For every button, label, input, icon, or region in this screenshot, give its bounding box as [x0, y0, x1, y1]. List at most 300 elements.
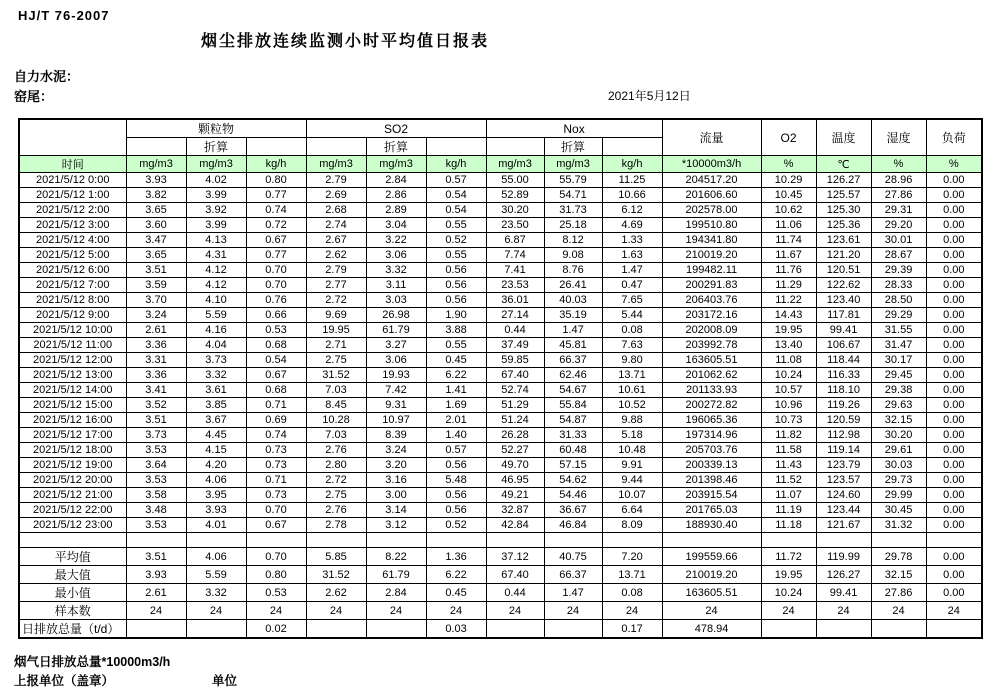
cell: 3.88	[426, 323, 486, 338]
cell: 3.14	[366, 503, 426, 518]
cell: 31.52	[306, 368, 366, 383]
cell: 0.55	[426, 338, 486, 353]
cell: 24	[816, 602, 871, 620]
cell	[871, 533, 926, 548]
cell: 11.07	[761, 488, 816, 503]
cell: 61.79	[366, 323, 426, 338]
cell: 24	[662, 602, 761, 620]
cell: 202578.00	[662, 203, 761, 218]
cell	[926, 620, 982, 639]
cell: 1.63	[602, 248, 662, 263]
cell: 126.27	[816, 173, 871, 188]
cell: 205703.76	[662, 443, 761, 458]
cell: 62.46	[544, 368, 602, 383]
cell: 2.72	[306, 293, 366, 308]
cell: 210019.20	[662, 248, 761, 263]
cell	[816, 620, 871, 639]
cell: 26.41	[544, 278, 602, 293]
cell: 0.02	[246, 620, 306, 639]
cell: 123.61	[816, 233, 871, 248]
cell: 49.21	[486, 488, 544, 503]
cell: 0.54	[426, 203, 486, 218]
cell: 9.31	[366, 398, 426, 413]
temp-header: 温度	[816, 119, 871, 156]
cell: 3.32	[186, 584, 246, 602]
cell: 28.96	[871, 173, 926, 188]
table-row	[19, 413, 982, 428]
cell: 10.24	[761, 368, 816, 383]
cell: 54.71	[544, 188, 602, 203]
cell: 204517.20	[662, 173, 761, 188]
cell: 0.00	[926, 488, 982, 503]
cell: 24	[761, 602, 816, 620]
cell: 13.40	[761, 338, 816, 353]
cell: 24	[426, 602, 486, 620]
cell: 29.61	[871, 443, 926, 458]
cell: 55.79	[544, 173, 602, 188]
cell: 31.32	[871, 518, 926, 533]
cell: 10.73	[761, 413, 816, 428]
table-row	[19, 308, 982, 323]
cell: 0.00	[926, 428, 982, 443]
header-group-row	[19, 119, 982, 138]
cell: 0.00	[926, 203, 982, 218]
footer-unit: 单位	[212, 674, 238, 688]
cell: 3.03	[366, 293, 426, 308]
cell: 27.14	[486, 308, 544, 323]
cell: 3.00	[366, 488, 426, 503]
cell: 31.52	[306, 566, 366, 584]
table-row	[19, 233, 982, 248]
cell: 31.33	[544, 428, 602, 443]
cell: 2.72	[306, 473, 366, 488]
cell: 29.20	[871, 218, 926, 233]
cell: 27.86	[871, 188, 926, 203]
cell: 8.45	[306, 398, 366, 413]
cell: 0.47	[602, 278, 662, 293]
row-label: 2021/5/12 1:00	[19, 188, 126, 203]
humidity-unit: %	[871, 156, 926, 173]
cell: 32.87	[486, 503, 544, 518]
cell: 2.68	[306, 203, 366, 218]
cell: 201765.03	[662, 503, 761, 518]
cell: 6.87	[486, 233, 544, 248]
company-name: 自力水泥：	[14, 69, 80, 84]
cell: 0.68	[246, 383, 306, 398]
cell: 30.03	[871, 458, 926, 473]
cell: 32.15	[871, 566, 926, 584]
cell: 0.00	[926, 173, 982, 188]
cell: 2.74	[306, 218, 366, 233]
cell	[426, 533, 486, 548]
cell: 201062.62	[662, 368, 761, 383]
cell	[306, 533, 366, 548]
table-row	[19, 458, 982, 473]
cell: 125.36	[816, 218, 871, 233]
cell: 0.00	[926, 188, 982, 203]
cell: 8.12	[544, 233, 602, 248]
unit-mg: mg/m3	[126, 156, 186, 173]
cell: 51.29	[486, 398, 544, 413]
cell: 4.10	[186, 293, 246, 308]
cell: 10.48	[602, 443, 662, 458]
cell: 119.26	[816, 398, 871, 413]
cell: 194341.80	[662, 233, 761, 248]
cell: 54.62	[544, 473, 602, 488]
cell: 2.79	[306, 263, 366, 278]
cell: 57.15	[544, 458, 602, 473]
table-row	[19, 473, 982, 488]
cell: 10.52	[602, 398, 662, 413]
report-table	[18, 118, 983, 639]
cell: 0.55	[426, 248, 486, 263]
cell: 2.84	[366, 584, 426, 602]
unit-kg: kg/h	[246, 156, 306, 173]
cell: 66.37	[544, 566, 602, 584]
cell: 4.12	[186, 278, 246, 293]
cell: 0.56	[426, 488, 486, 503]
cell: 52.89	[486, 188, 544, 203]
time-header-blank	[19, 119, 126, 156]
load-header: 负荷	[926, 119, 982, 156]
cell: 42.84	[486, 518, 544, 533]
cell: 11.06	[761, 218, 816, 233]
cell: 19.95	[761, 323, 816, 338]
cell: 3.92	[186, 203, 246, 218]
cell: 26.98	[366, 308, 426, 323]
cell: 0.52	[426, 518, 486, 533]
cell: 197314.96	[662, 428, 761, 443]
cell: 0.52	[426, 233, 486, 248]
row-label: 2021/5/12 23:00	[19, 518, 126, 533]
cell: 7.63	[602, 338, 662, 353]
cell: 3.64	[126, 458, 186, 473]
blank-cell	[126, 138, 186, 156]
row-label: 2021/5/12 19:00	[19, 458, 126, 473]
cell: 0.00	[926, 293, 982, 308]
cell: 478.94	[662, 620, 761, 639]
cell: 0.08	[602, 323, 662, 338]
cell: 0.70	[246, 548, 306, 566]
cell: 6.64	[602, 503, 662, 518]
cell: 6.22	[426, 566, 486, 584]
cell	[871, 620, 926, 639]
row-label: 最小值	[19, 584, 126, 602]
row-label: 2021/5/12 10:00	[19, 323, 126, 338]
cell: 3.31	[126, 353, 186, 368]
temp-unit: ℃	[816, 156, 871, 173]
cell: 0.00	[926, 383, 982, 398]
cell: 9.44	[602, 473, 662, 488]
cell: 5.59	[186, 566, 246, 584]
page-title: 烟尘排放连续监测小时平均值日报表	[200, 33, 489, 50]
unit-kg: kg/h	[602, 156, 662, 173]
cell: 0.73	[246, 458, 306, 473]
cell: 118.44	[816, 353, 871, 368]
cell: 7.03	[306, 428, 366, 443]
cell: 36.67	[544, 503, 602, 518]
cell: 0.00	[926, 473, 982, 488]
cell: 0.45	[426, 353, 486, 368]
cell: 0.67	[246, 518, 306, 533]
cell: 0.74	[246, 428, 306, 443]
blank-cell	[306, 138, 366, 156]
cell: 4.01	[186, 518, 246, 533]
cell: 3.51	[126, 413, 186, 428]
cell: 3.24	[366, 443, 426, 458]
cell: 0.80	[246, 566, 306, 584]
cell: 31.47	[871, 338, 926, 353]
row-label: 2021/5/12 6:00	[19, 263, 126, 278]
cell: 3.36	[126, 338, 186, 353]
cell: 3.36	[126, 368, 186, 383]
cell: 25.18	[544, 218, 602, 233]
cell: 3.20	[366, 458, 426, 473]
cell: 6.22	[426, 368, 486, 383]
cell: 10.97	[366, 413, 426, 428]
summary-row	[19, 584, 982, 602]
row-label: 2021/5/12 22:00	[19, 503, 126, 518]
cell: 0.77	[246, 188, 306, 203]
cell: 0.70	[246, 278, 306, 293]
table-row	[19, 443, 982, 458]
cell: 2.75	[306, 488, 366, 503]
cell: 0.56	[426, 503, 486, 518]
cell: 24	[926, 602, 982, 620]
cell: 28.50	[871, 293, 926, 308]
cell: 119.99	[816, 548, 871, 566]
cell: 54.87	[544, 413, 602, 428]
cell: 7.20	[602, 548, 662, 566]
cell: 3.61	[186, 383, 246, 398]
cell: 35.19	[544, 308, 602, 323]
cell: 7.41	[486, 263, 544, 278]
cell: 3.24	[126, 308, 186, 323]
cell: 29.31	[871, 203, 926, 218]
cell: 0.53	[246, 584, 306, 602]
cell: 24	[486, 602, 544, 620]
cell: 120.59	[816, 413, 871, 428]
cell: 60.48	[544, 443, 602, 458]
cell: 0.00	[926, 278, 982, 293]
cell: 66.37	[544, 353, 602, 368]
cell: 52.74	[486, 383, 544, 398]
cell: 3.16	[366, 473, 426, 488]
cell: 0.55	[426, 218, 486, 233]
cell: 4.02	[186, 173, 246, 188]
table-body	[19, 173, 982, 639]
cell: 2.76	[306, 443, 366, 458]
cell: 0.57	[426, 173, 486, 188]
cell: 3.27	[366, 338, 426, 353]
cell: 8.76	[544, 263, 602, 278]
cell: 24	[602, 602, 662, 620]
cell: 203915.54	[662, 488, 761, 503]
cell: 2.89	[366, 203, 426, 218]
cell: 0.74	[246, 203, 306, 218]
cell: 11.19	[761, 503, 816, 518]
cell: 27.86	[871, 584, 926, 602]
table-row	[19, 398, 982, 413]
cell: 3.53	[126, 518, 186, 533]
group-particulate: 颗粒物	[126, 119, 306, 138]
table-row	[19, 428, 982, 443]
table-row	[19, 263, 982, 278]
cell: 0.03	[426, 620, 486, 639]
cell: 26.28	[486, 428, 544, 443]
cell	[816, 533, 871, 548]
cell: 31.55	[871, 323, 926, 338]
cell: 0.67	[246, 233, 306, 248]
row-label: 2021/5/12 4:00	[19, 233, 126, 248]
cell: 201606.60	[662, 188, 761, 203]
cell: 2.62	[306, 248, 366, 263]
cell: 28.67	[871, 248, 926, 263]
row-label: 2021/5/12 9:00	[19, 308, 126, 323]
cell: 3.41	[126, 383, 186, 398]
row-label: 2021/5/12 21:00	[19, 488, 126, 503]
cell: 106.67	[816, 338, 871, 353]
cell: 54.46	[544, 488, 602, 503]
cell: 3.53	[126, 443, 186, 458]
cell: 7.65	[602, 293, 662, 308]
summary-row	[19, 620, 982, 639]
table-row	[19, 173, 982, 188]
cell: 30.20	[486, 203, 544, 218]
cell: 0.54	[426, 188, 486, 203]
cell: 11.08	[761, 353, 816, 368]
cell: 52.27	[486, 443, 544, 458]
cell: 0.67	[246, 368, 306, 383]
cell: 2.01	[426, 413, 486, 428]
cell: 0.00	[926, 248, 982, 263]
cell: 24	[246, 602, 306, 620]
spacer-row	[19, 533, 982, 548]
cell: 2.76	[306, 503, 366, 518]
cell: 29.99	[871, 488, 926, 503]
cell: 0.77	[246, 248, 306, 263]
row-label: 2021/5/12 8:00	[19, 293, 126, 308]
cell: 210019.20	[662, 566, 761, 584]
cell: 10.29	[761, 173, 816, 188]
cell: 36.01	[486, 293, 544, 308]
cell	[306, 620, 366, 639]
cell: 3.82	[126, 188, 186, 203]
cell: 9.69	[306, 308, 366, 323]
cell: 23.53	[486, 278, 544, 293]
cell	[602, 533, 662, 548]
cell: 46.95	[486, 473, 544, 488]
cell: 14.43	[761, 308, 816, 323]
conversion-label-so2: 折算	[366, 138, 426, 156]
cell: 10.24	[761, 584, 816, 602]
cell: 3.60	[126, 218, 186, 233]
cell: 99.41	[816, 323, 871, 338]
cell: 31.73	[544, 203, 602, 218]
cell: 19.93	[366, 368, 426, 383]
group-nox: Nox	[486, 119, 662, 138]
cell: 2.71	[306, 338, 366, 353]
station-name: 窑尾：	[14, 89, 54, 104]
cell: 0.08	[602, 584, 662, 602]
cell: 3.51	[126, 263, 186, 278]
cell: 29.45	[871, 368, 926, 383]
cell: 0.73	[246, 443, 306, 458]
cell: 0.00	[926, 584, 982, 602]
cell: 11.67	[761, 248, 816, 263]
humidity-header: 湿度	[871, 119, 926, 156]
table-row	[19, 353, 982, 368]
cell: 0.71	[246, 398, 306, 413]
cell: 117.81	[816, 308, 871, 323]
cell: 2.77	[306, 278, 366, 293]
cell: 3.04	[366, 218, 426, 233]
row-label: 2021/5/12 20:00	[19, 473, 126, 488]
table-row	[19, 503, 982, 518]
unit-mg: mg/m3	[306, 156, 366, 173]
footer-report-unit: 上报单位（盖章）	[14, 674, 115, 688]
cell: 200272.82	[662, 398, 761, 413]
unit-mg: mg/m3	[186, 156, 246, 173]
cell: 10.66	[602, 188, 662, 203]
table-row	[19, 293, 982, 308]
cell: 7.03	[306, 383, 366, 398]
cell: 1.69	[426, 398, 486, 413]
cell: 0.70	[246, 503, 306, 518]
cell: 0.00	[926, 308, 982, 323]
cell: 9.91	[602, 458, 662, 473]
cell: 10.62	[761, 203, 816, 218]
cell: 1.47	[544, 323, 602, 338]
cell: 3.99	[186, 188, 246, 203]
row-label: 2021/5/12 15:00	[19, 398, 126, 413]
cell: 126.27	[816, 566, 871, 584]
cell: 3.58	[126, 488, 186, 503]
conversion-label-pm: 折算	[186, 138, 246, 156]
row-label: 2021/5/12 17:00	[19, 428, 126, 443]
cell: 1.40	[426, 428, 486, 443]
cell: 2.80	[306, 458, 366, 473]
cell: 5.59	[186, 308, 246, 323]
cell: 199482.11	[662, 263, 761, 278]
unit-kg: kg/h	[426, 156, 486, 173]
cell: 24	[186, 602, 246, 620]
row-label	[19, 533, 126, 548]
cell: 3.51	[126, 548, 186, 566]
cell: 0.00	[926, 218, 982, 233]
unit-mg: mg/m3	[544, 156, 602, 173]
row-label: 2021/5/12 14:00	[19, 383, 126, 398]
cell: 11.76	[761, 263, 816, 278]
cell: 200339.13	[662, 458, 761, 473]
cell: 10.57	[761, 383, 816, 398]
table-row	[19, 278, 982, 293]
cell: 0.00	[926, 503, 982, 518]
cell	[926, 533, 982, 548]
cell: 3.93	[126, 566, 186, 584]
row-label: 日排放总量（t/d）	[19, 620, 126, 639]
cell: 202008.09	[662, 323, 761, 338]
cell: 0.66	[246, 308, 306, 323]
cell: 11.25	[602, 173, 662, 188]
cell: 9.88	[602, 413, 662, 428]
cell	[486, 533, 544, 548]
cell	[761, 533, 816, 548]
cell: 5.18	[602, 428, 662, 443]
cell: 0.44	[486, 323, 544, 338]
cell: 30.45	[871, 503, 926, 518]
flow-header: 流量	[662, 119, 761, 156]
